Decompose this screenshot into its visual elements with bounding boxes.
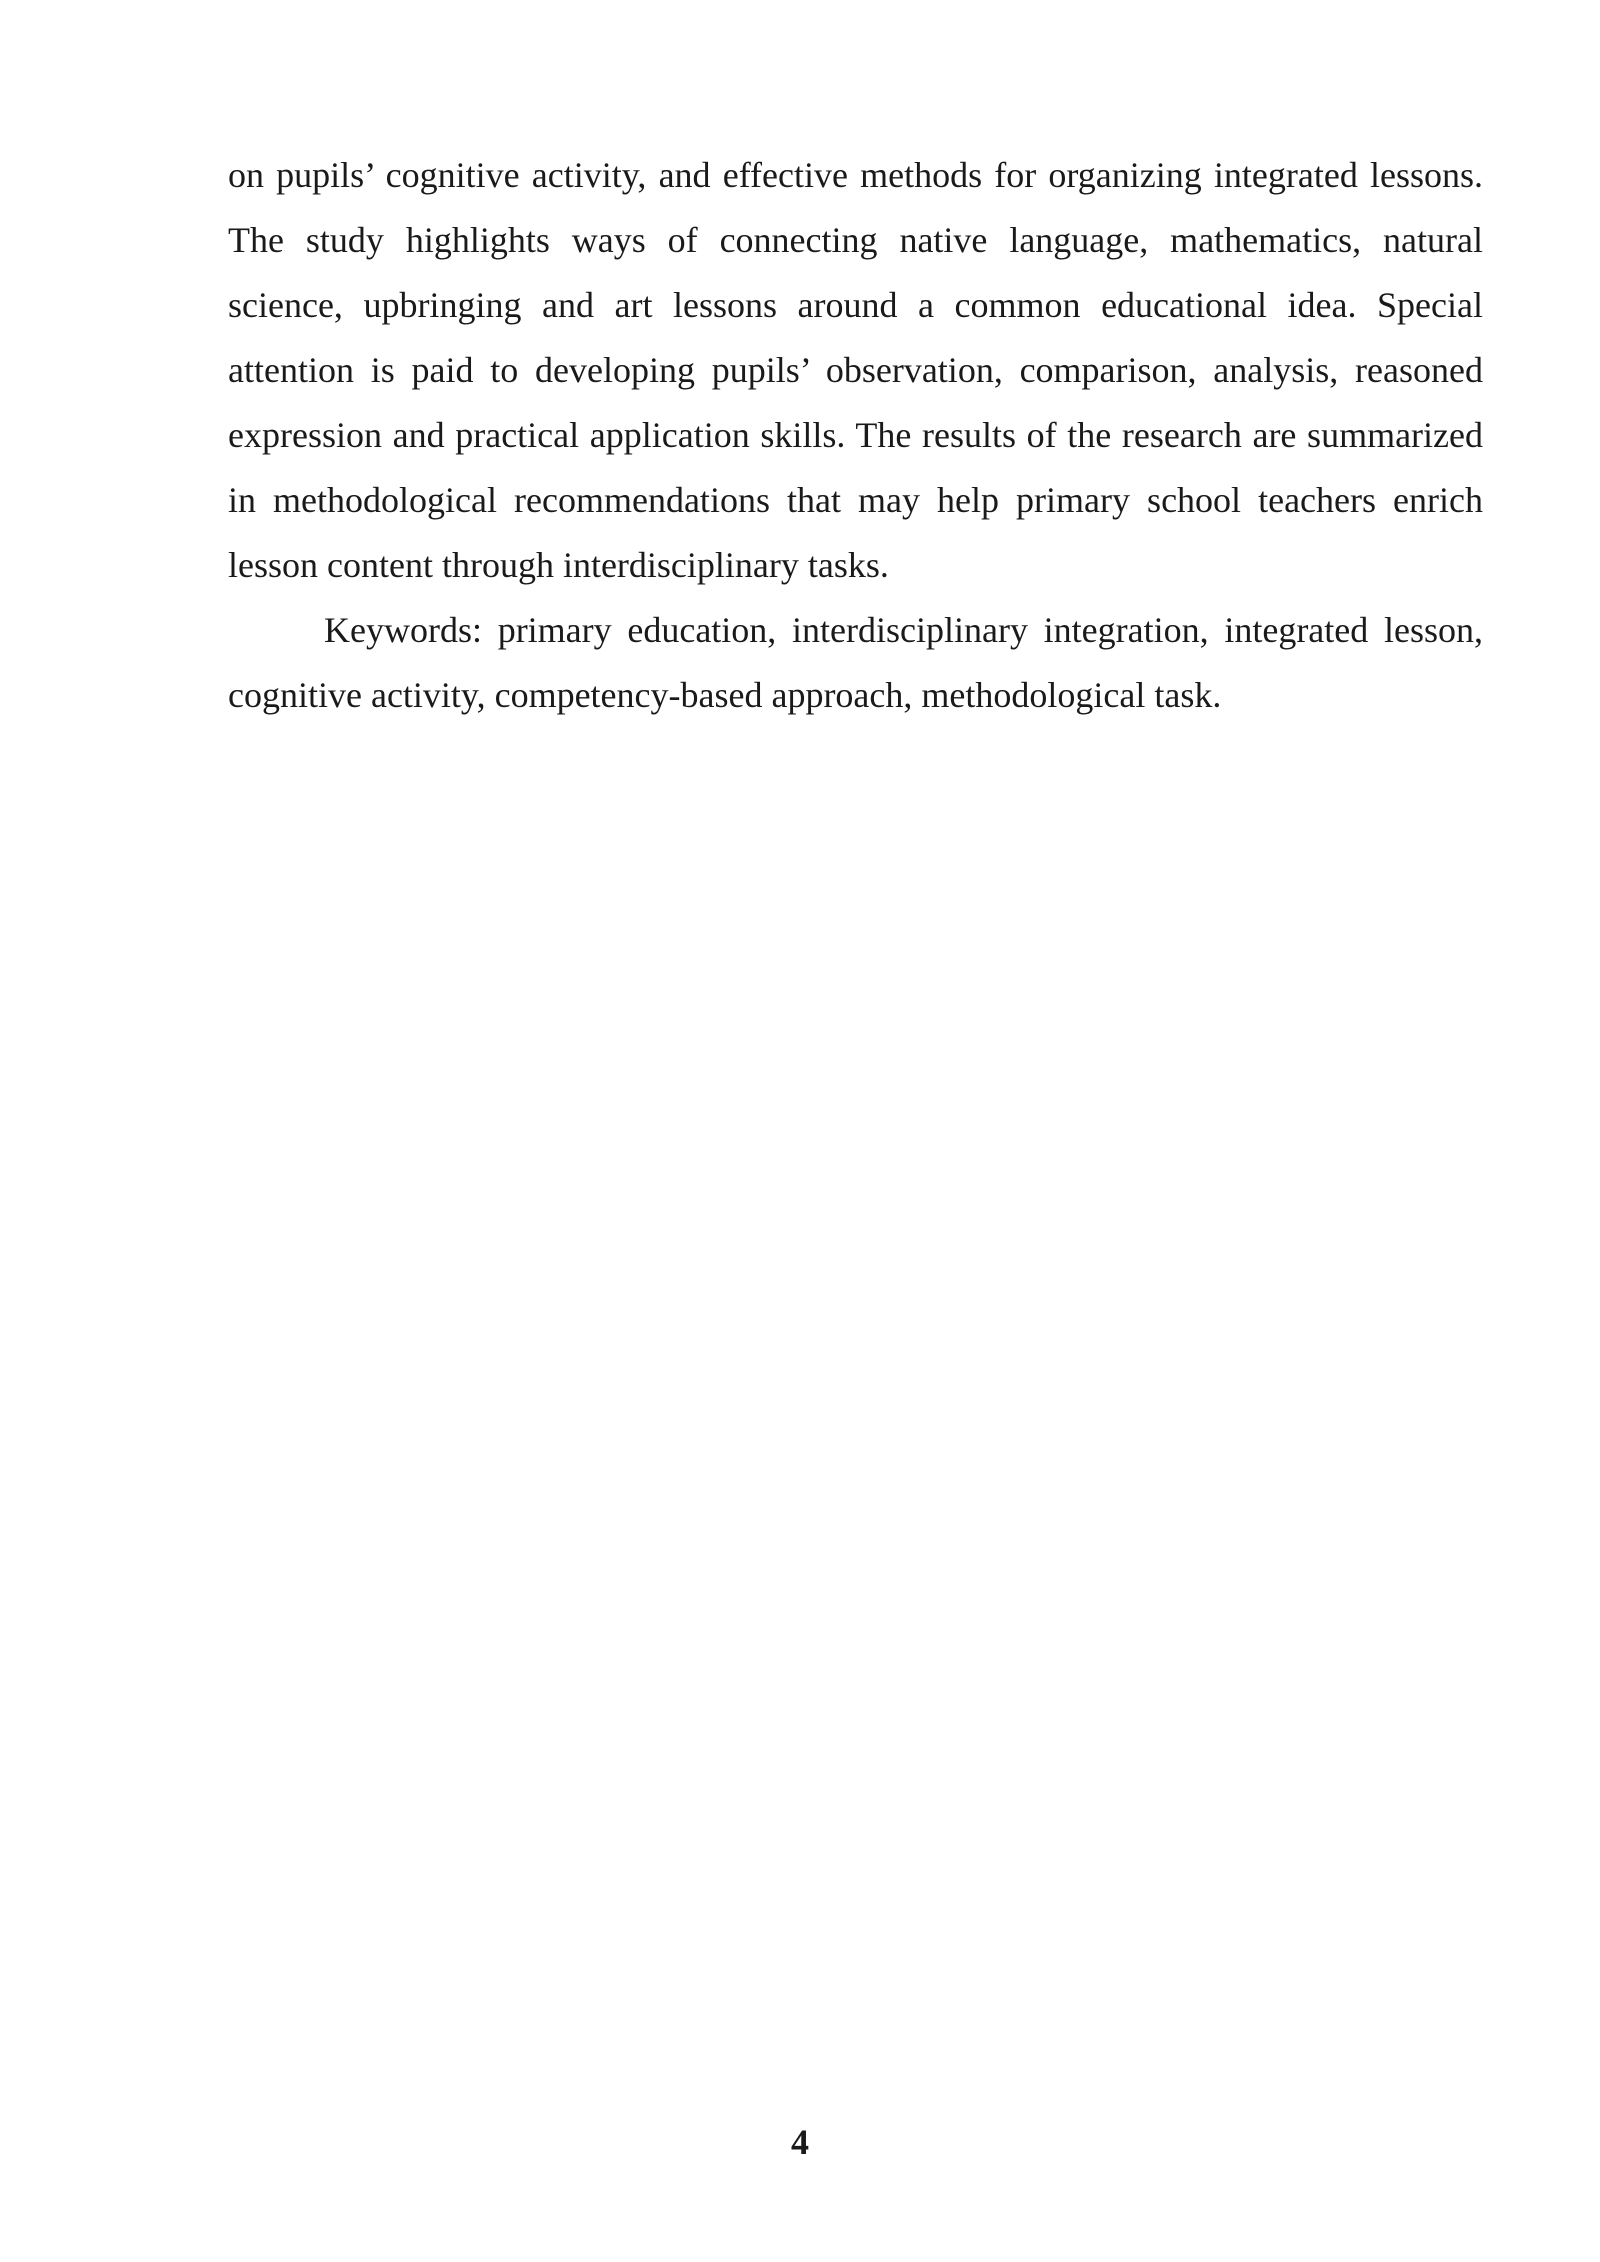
keywords-paragraph: Keywords: primary education, interdisciplinary integration, integrated lesson, cognitive activity, competency-based approach, methodological task. <box>228 610 1483 715</box>
page-number: 4 <box>791 2122 809 2162</box>
abstract-text-block <box>228 143 1483 728</box>
abstract-body-paragraph: on pupils’ cognitive activity, and effective methods for organizing integrated lessons. The study highlights ways of connecting native language, mathematics, natural science, upbringing and art lessons around a common educational idea. Special attention is paid to developing pupils’ observation, comparison, analysis, reasoned expression and practical application skills. The results of the research are summarized in methodological recommendations that may help primary school teachers enrich lesson content through interdisciplinary tasks. <box>228 155 1483 585</box>
